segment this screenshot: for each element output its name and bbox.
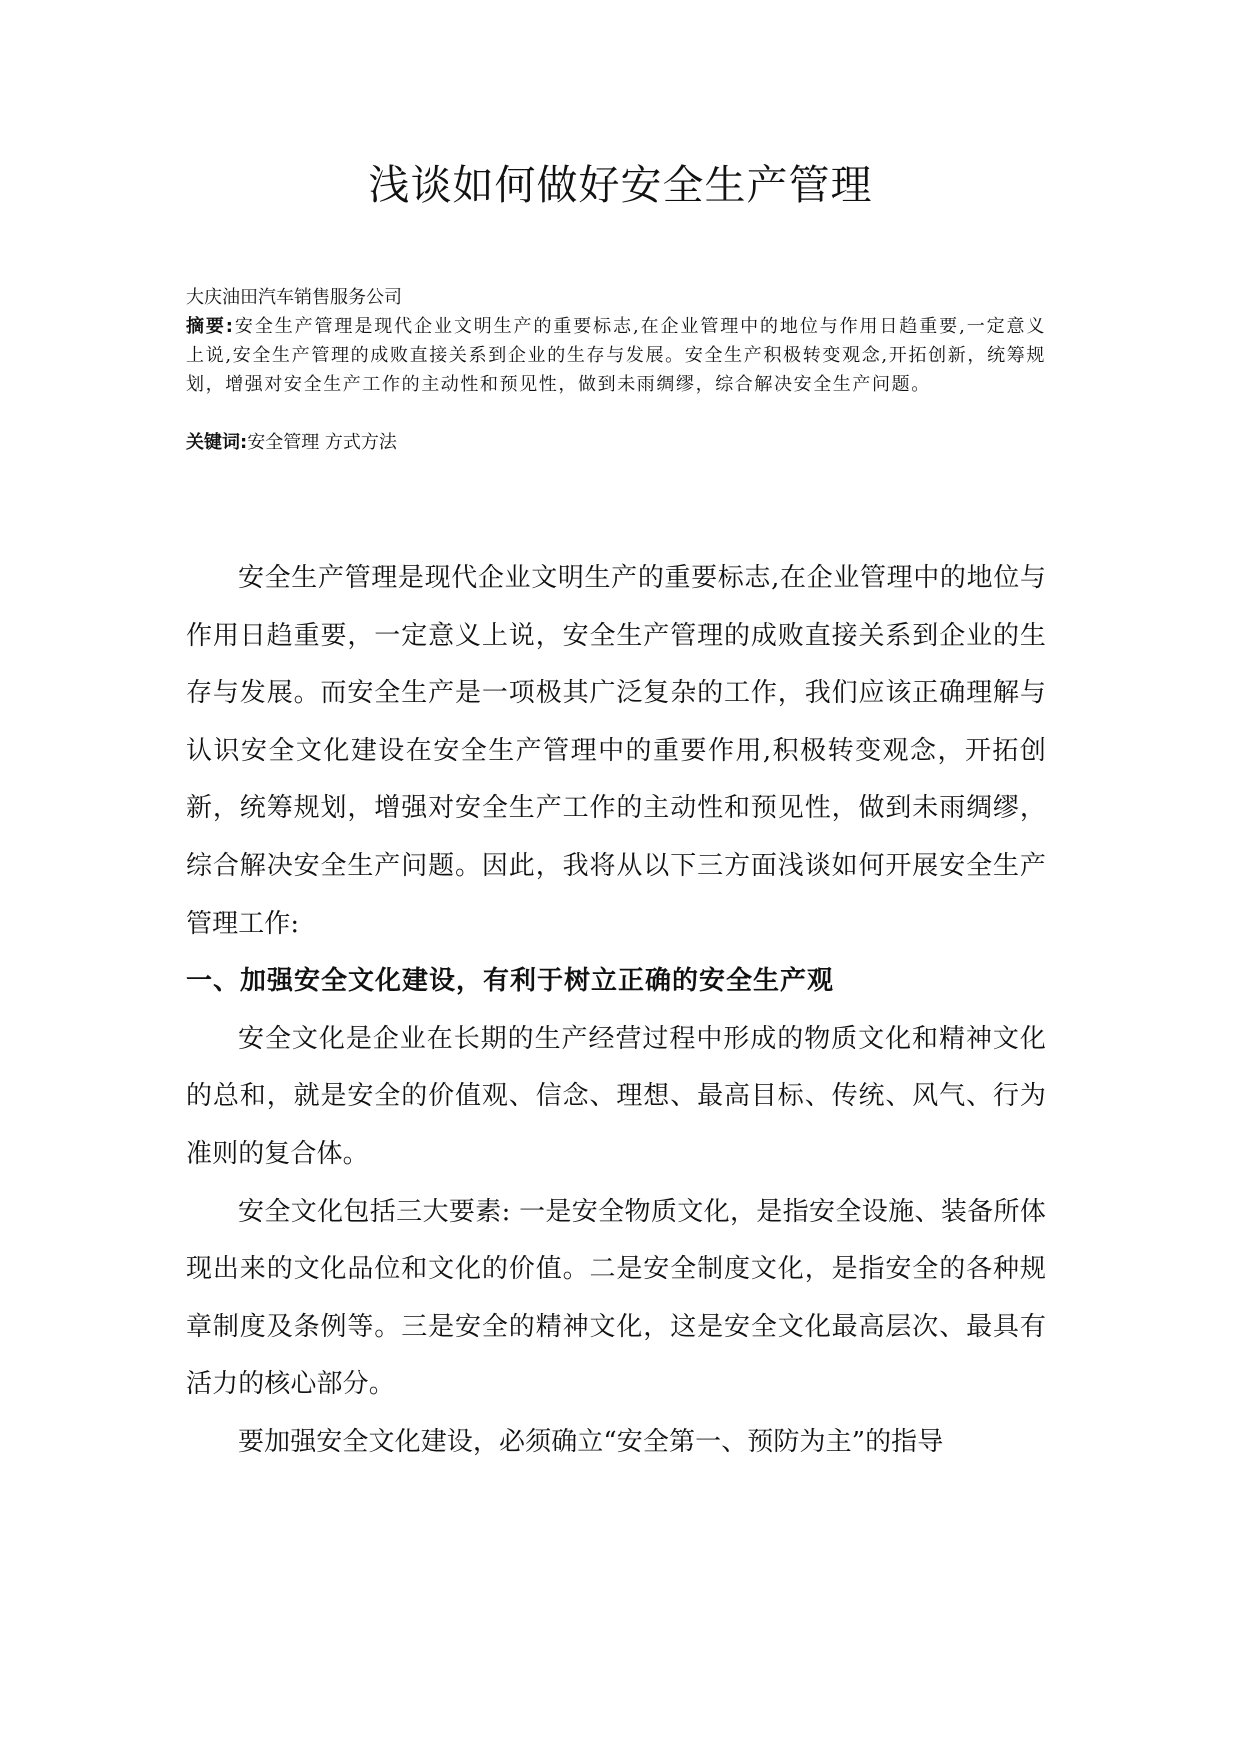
keywords-label: 关键词: [186,432,248,453]
document-title: 浅谈如何做好安全生产管理 [368,161,873,209]
section-heading: 一、加强安全文化建设，有利于树立正确的安全生产观 [186,966,835,997]
keywords [186,428,1046,457]
keywords-text: 安全管理 方式方法 [247,432,397,453]
document-body [186,550,1046,1472]
abstract-label: 摘要: [186,316,235,337]
abstract-text: 安全生产管理是现代企业文明生产的重要标志,在企业管理中的地位与作用日趋重要,一定意义上说,安全生产管理的成败直接关系到企业的生存与发展。安全生产积极转变观念,开拓创新，统筹规划，增强对安全生产工作的主动性和预见性，做到未雨绸缪，综合解决安全生产问题。 [186,316,1047,395]
paragraph: 安全文化包括三大要素: 一是安全物质文化，是指安全设施、装备所体现出来的文化品位和文化的价值。二是安全制度文化，是指安全的各种规章制度及条例等。三是安全的精神文化，这是安全文化最高层次、最具有活力的核心部分。 [186,1196,1046,1400]
paragraph: 安全生产管理是现代企业文明生产的重要标志,在企业管理中的地位与作用日趋重要，一定意义上说，安全生产管理的成败直接关系到企业的生存与发展。而安全生产是一项极其广泛复杂的工作，我们应该正确理解与认识安全文化建设在安全生产管理中的重要作用,积极转变观念，开拓创新，统筹规划，增强对安全生产工作的主动性和预见性，做到未雨绸缪，综合解决安全生产问题。因此，我将从以下三方面浅谈如何开展安全生产管理工作: [186,563,1046,939]
paragraph: 要加强安全文化建设，必须确立“安全第一、预防为主”的指导 [238,1426,944,1457]
paragraph: 安全文化是企业在长期的生产经营过程中形成的物质文化和精神文化的总和，就是安全的价值观、信念、理想、最高目标、传统、风气、行为准则的复合体。 [186,1023,1046,1169]
company-name: 大庆油田汽车销售服务公司 [186,287,402,308]
abstract [186,312,1046,399]
